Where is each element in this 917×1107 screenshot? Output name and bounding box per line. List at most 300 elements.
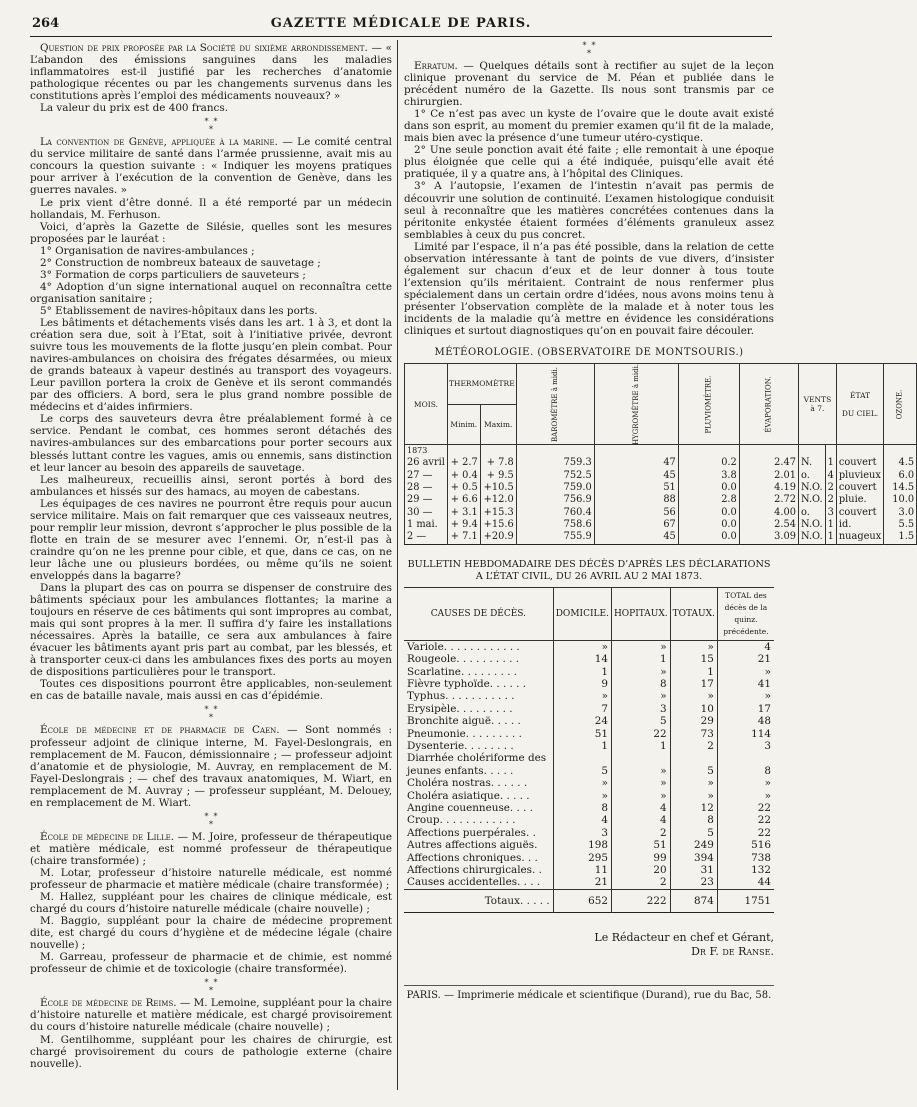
meteo-cell-date: 27 —: [405, 470, 448, 482]
meteo-header-mois: MOIS.: [405, 364, 448, 445]
lille-para: M. Garreau, professeur de pharmacie et de chimie, est nommé professeur de chimie et de toxicologie (chaire transformée).: [30, 951, 392, 976]
meteo-row: [405, 507, 917, 519]
imprint: PARIS. — Imprimerie médicale et scientifique (Durand), rue du Bac, 58.: [404, 985, 774, 1002]
bulletin-cell-hopitaux: 5: [611, 715, 670, 727]
geneve-para: Les équipages de ces navires ne pourront être requis pour aucun service militaire. Mais on fait remarquer que ces vaisseaux neutres, pour remplir leur mission, devront s’approcher le plus possible de la flotte en train de se mesurer avec l’ennemi. Or, n’est-il pas à craindre qu’on ne les prenne pour cible, et que, dans ce cas, on ne leur lâche une ou plusieurs bordées, ou même qu’ils ne soient enveloppés dans la bagarre?: [30, 497, 392, 582]
bulletin-cell-quinz: 48: [717, 715, 774, 727]
erratum-title: Erratum.: [414, 60, 458, 72]
bulletin-row: [404, 690, 774, 702]
bulletin-cell-totaux: 29: [670, 715, 717, 727]
meteo-cell-max: +15.3: [480, 507, 516, 519]
meteo-cell-evap: 2.01: [739, 470, 798, 482]
meteo-cell-vent: N.: [799, 457, 826, 469]
bulletin-cell-domicile: 3: [553, 827, 611, 839]
meteo-header-ozone: [884, 364, 917, 445]
bulletin-cell-hopitaux: 2: [611, 827, 670, 839]
meteo-header-vents-text: VENTS: [803, 395, 832, 405]
meteo-header-evap: [739, 364, 798, 445]
bulletin-cell-quinz: 17: [717, 703, 774, 715]
bulletin-row: [404, 814, 774, 826]
bulletin-row: [404, 802, 774, 814]
meteo-header-ozone-text: OZONE.: [895, 389, 904, 420]
erratum-para: 3° A l’autopsie, l’examen de l’intestin n’avait pas permis de découvrir une solution de continuité. L’examen histologique conduisit seul à reconnaître que les matières concrétées contenues dans la péritonite enkystée étaient formées d’éléments granuleux assez semblables à ceux du pus concret.: [404, 180, 774, 241]
bulletin-cell-cause: Pneumonie. . . . . . . . .: [404, 728, 553, 740]
bulletin-title: [404, 559, 774, 583]
meteo-title: MÉTÉOROLOGIE. (OBSERVATOIRE DE MONTSOURIS.): [434, 347, 744, 359]
bulletin-cell-domicile: »: [553, 777, 611, 789]
bulletin-row: [404, 864, 774, 876]
bulletin-cell-totaux: 5: [670, 827, 717, 839]
bulletin-header-totaux: TOTAUX.: [670, 587, 717, 640]
bulletin-cell-domicile: 21: [553, 876, 611, 889]
bulletin-header-hopitaux: HOPITAUX.: [611, 587, 670, 640]
meteo-cell-etat: nuageux: [836, 531, 883, 544]
bulletin-cell-cause: Croup. . . . . . . . . . . .: [404, 814, 553, 826]
geneve-title: La convention de Genève, appliquée à la marine.: [40, 136, 278, 149]
bulletin-cell-hopitaux: 20: [611, 864, 670, 876]
bulletin-row: [404, 765, 774, 777]
bulletin-cell-quinz: 738: [717, 852, 774, 864]
meteo-row: [405, 519, 917, 531]
erratum-para: Limité par l’espace, il n’a pas été possible, dans la relation de cette observation intéressante à tant de points de vue divers, d’insister également sur chacun d’eux et de leur donner à tous toute l’extension qu’ils méritaient. Contraint de nous renfermer plus spécialement dans un certain ordre d’idées, nous avons moins tenu à présenter l’observation complète de la malade et à noter tous les incidents de la maladie qu’à mettre en évidence les considérations cliniques et surtout diagnostiques qu’on en pouvait faire découler.: [404, 240, 774, 338]
bulletin-cell-quinz: 8: [717, 765, 774, 777]
lille-title: École de médecine de Lille.: [40, 830, 175, 843]
meteo-cell-hygro: 56: [594, 507, 678, 519]
meteo-header-max: Maxim.: [480, 404, 516, 445]
erratum-article: [404, 60, 774, 108]
meteo-cell-pluvio: 0.0: [678, 519, 739, 531]
bulletin-cell-hopitaux: »: [611, 666, 670, 678]
bulletin-cell-quinz: 4: [717, 640, 774, 653]
meteo-cell-min: + 9.4: [447, 519, 480, 531]
meteo-cell-min: + 2.7: [447, 457, 480, 469]
geneve-item: 5° Etablissement de navires-hôpitaux dans les ports.: [40, 304, 318, 317]
separator-stars: * * *: [204, 811, 218, 829]
lille-para: M. Baggio, suppléant pour la chaire de médecine proprement dite, est chargé du cours d’hygiène et de médecine légale (chaire nouvelle) ;: [30, 915, 392, 952]
meteo-cell-baro: 760.4: [516, 507, 594, 519]
meteo-cell-pluvio: 2.8: [678, 494, 739, 506]
bulletin-cell-totaux: »: [670, 640, 717, 653]
meteo-cell-vent: N.O.: [799, 482, 826, 494]
meteo-cell-min: + 7.1: [447, 531, 480, 544]
bulletin-cell-quinz: 516: [717, 839, 774, 851]
meteo-header-baro-text: BAROMÈTRE à midi.: [550, 367, 559, 443]
signature: [404, 931, 774, 959]
meteo-cell-pluvio: 0.0: [678, 531, 739, 544]
meteo-header-pluvio-text: PLUVIOMÈTRE.: [704, 375, 713, 434]
meteo-cell-hygro: 45: [594, 470, 678, 482]
meteo-cell-baro: 752.5: [516, 470, 594, 482]
geneve-para: Le prix vient d’être donné. Il a été remporté par un médecin hollandais, M. Ferhuson.: [30, 196, 392, 221]
bulletin-cell-cause: Variole. . . . . . . . . . . .: [404, 640, 553, 653]
meteo-cell-wind-n: 4: [825, 470, 836, 482]
bulletin-header-total-quinz: TOTAL des décès de la quinz. précédente.: [717, 587, 774, 640]
meteo-cell-max: + 7.8: [480, 457, 516, 469]
bulletin-cell-hopitaux: »: [611, 777, 670, 789]
geneve-article: [30, 136, 392, 196]
geneve-para: Dans la plupart des cas on pourra se dispenser de construire des bâtiments spéciaux pour les ambulances flottantes; la marine a toujours en réserve de ces bâtiments qui sont impropres au combat, mais qui sont propres à la mer. Il suffira d’y faire les installations nécessaires. Après la bataille, ce sera aux ambulances à faire évacuer les bâtiments ayant pris part au combat, par les blessés, et à transporter ceux-ci dans les ambulances fixes des ports au moyen de dispositions particulières pour le transport.: [30, 582, 392, 679]
bulletin-cell-quinz: 41: [717, 678, 774, 690]
meteo-cell-wind-n: 3: [825, 507, 836, 519]
bulletin-cell-cause: Autres affections aiguës.: [404, 839, 553, 851]
bulletin-cell-totaux: 394: [670, 852, 717, 864]
bulletin-cell-cause: Causes accidentelles. . . .: [404, 876, 553, 889]
meteo-cell-max: +15.6: [480, 519, 516, 531]
page-header: [30, 14, 772, 37]
lille-para: M. Hallez, suppléant pour les chaires de clinique médicale, est chargé du cours d’histoire naturelle médicale (chaire nouvelle) ;: [30, 891, 392, 916]
meteo-cell-vent: o.: [799, 470, 826, 482]
lille-article: [30, 831, 392, 867]
bulletin-cell-cause: Scarlatine. . . . . . . . .: [404, 666, 553, 678]
meteo-cell-evap: 2.47: [739, 457, 798, 469]
bulletin-cell-cause: Dysenterie. . . . . . . .: [404, 740, 553, 752]
bulletin-cell-hopitaux: 1: [611, 740, 670, 752]
bulletin-cell-domicile: 7: [553, 703, 611, 715]
meteo-cell-ozone: 10.0: [884, 494, 917, 506]
bulletin-total-totaux: 874: [670, 889, 717, 912]
bulletin-cell-totaux: 73: [670, 728, 717, 740]
bulletin-total-domicile: 652: [553, 889, 611, 912]
meteo-cell-etat: couvert: [836, 482, 883, 494]
bulletin-cell-quinz: »: [717, 790, 774, 802]
bulletin-cell-hopitaux: 4: [611, 814, 670, 826]
bulletin-cell-totaux: 10: [670, 703, 717, 715]
bulletin-cell-domicile: »: [553, 690, 611, 702]
meteo-cell-evap: 2.72: [739, 494, 798, 506]
bulletin-row: [404, 852, 774, 864]
bulletin-body: [404, 640, 774, 889]
bulletin-cell-hopitaux: »: [611, 765, 670, 777]
meteo-row: [405, 494, 917, 506]
geneve-para: Le corps des sauveteurs devra être préalablement formé à ce service. Pendant le combat, ces hommes seront détachés des navires-ambulances sur des embarcations pour porter secours aux blessés luttant contre les vagues, amis ou ennemis, sans distinction et leur lancer au besoin des appareils de sauvetage.: [30, 413, 392, 474]
meteo-cell-evap: 4.19: [739, 482, 798, 494]
bulletin-header-domicile: DOMICILE.: [553, 587, 611, 640]
reims-text: — M. Lemoine, suppléant pour la chaire d’histoire naturelle et matière médicale, est chargé provisoirement du cours d’histoire naturelle médicale (chaire nouvelle) ;: [30, 997, 392, 1034]
meteo-cell-vent: N.O.: [799, 531, 826, 544]
bulletin-cell-cause: Angine couenneuse. . . .: [404, 802, 553, 814]
meteo-header-vents-sub: à 7.: [810, 404, 825, 414]
caen-title: École de médecine et de pharmacie de Caen.: [40, 724, 280, 737]
separator-stars: * * *: [204, 705, 218, 723]
meteo-cell-hygro: 88: [594, 494, 678, 506]
bulletin-cell-totaux: [670, 752, 717, 764]
meteo-cell-hygro: 45: [594, 531, 678, 544]
meteo-cell-date: 28 —: [405, 482, 448, 494]
bulletin-cell-quinz: 3: [717, 740, 774, 752]
geneve-item: 4° Adoption d’un signe international auquel on reconnaîtra cette organisation sanitaire ;: [30, 280, 392, 305]
bulletin-cell-quinz: 22: [717, 814, 774, 826]
bulletin-row: [404, 653, 774, 665]
bulletin-cell-hopitaux: »: [611, 640, 670, 653]
meteo-cell-max: + 9.5: [480, 470, 516, 482]
meteo-cell-min: + 0.5: [447, 482, 480, 494]
bulletin-cell-totaux: 17: [670, 678, 717, 690]
bulletin-cell-domicile: 295: [553, 852, 611, 864]
bulletin-cell-domicile: 8: [553, 802, 611, 814]
meteo-header-evap-text: ÉVAPORATION.: [764, 376, 773, 433]
bulletin-cell-quinz: »: [717, 690, 774, 702]
meteo-row: [405, 531, 917, 544]
bulletin-cell-totaux: 8: [670, 814, 717, 826]
meteo-cell-evap: 3.09: [739, 531, 798, 544]
bulletin-cell-hopitaux: »: [611, 790, 670, 802]
meteo-cell-evap: 2.54: [739, 519, 798, 531]
bulletin-row: [404, 777, 774, 789]
meteo-cell-ozone: 6.0: [884, 470, 917, 482]
caen-text: — Sont nommés : professeur adjoint de clinique interne, M. Fayel-Deslongrais, en remplacement de M. Faucon, démissionnaire ; — professeur adjoint d’anatomie et de physiologie, M. Auvray, en remplacement de M. Fayel-Deslongrais ; — chef des travaux anatomiques, M. Wiart, en remplacement de M. Auvray ; — professeur suppléant, M. Delouey, en remplacement de M. Wiart.: [30, 724, 393, 809]
meteo-header-baro: [516, 364, 594, 445]
bulletin-cell-hopitaux: 2: [611, 876, 670, 889]
bulletin-cell-cause: jeunes enfants. . . . .: [404, 765, 553, 777]
erratum-text: — Quelques détails sont à rectifier au sujet de la leçon clinique provenant du service de M. Péan et publiée dans le précédent numéro de la Gazette. Ils nous sont transmis par ce chirurgien.: [404, 60, 774, 109]
geneve-para: Voici, d’après la Gazette de Silésie, quelles sont les mesures proposées par le lauréat :: [30, 220, 392, 245]
meteo-cell-pluvio: 0.2: [678, 457, 739, 469]
bulletin-total-label: Totaux. . . . .: [404, 889, 553, 912]
bulletin-cell-domicile: 9: [553, 678, 611, 690]
meteo-cell-baro: 755.9: [516, 531, 594, 544]
meteo-cell-ozone: 3.0: [884, 507, 917, 519]
signature-line2: Dr F. de Ranse.: [691, 944, 774, 958]
bulletin-cell-domicile: 14: [553, 653, 611, 665]
bulletin-cell-totaux: 23: [670, 876, 717, 889]
meteo-cell-hygro: 51: [594, 482, 678, 494]
bulletin-cell-totaux: »: [670, 777, 717, 789]
meteo-cell-baro: 759.3: [516, 457, 594, 469]
prix-article: [30, 42, 392, 102]
bulletin-title-line2: A L’ÉTAT CIVIL, DU 26 AVRIL AU 2 MAI 1873.: [475, 570, 703, 582]
bulletin-cell-totaux: »: [670, 690, 717, 702]
column-divider: [397, 40, 398, 1090]
separator-stars: * * *: [204, 978, 218, 996]
bulletin-cell-hopitaux: 4: [611, 802, 670, 814]
bulletin-cell-totaux: 2: [670, 740, 717, 752]
meteo-cell-date: 1 mai.: [405, 519, 448, 531]
meteo-cell-hygro: 47: [594, 457, 678, 469]
meteo-header-vents: [799, 364, 837, 445]
meteo-cell-ozone: 4.5: [884, 457, 917, 469]
meteo-cell-ozone: 14.5: [884, 482, 917, 494]
meteo-cell-evap: 4.00: [739, 507, 798, 519]
meteo-cell-date: 29 —: [405, 494, 448, 506]
bulletin-cell-cause: Affections puerpérales. .: [404, 827, 553, 839]
bulletin-cell-domicile: 11: [553, 864, 611, 876]
meteo-cell-etat: pluvieux: [836, 470, 883, 482]
geneve-item: 2° Construction de nombreux bateaux de sauvetage ;: [40, 256, 321, 269]
bulletin-cell-quinz: 114: [717, 728, 774, 740]
meteo-cell-pluvio: 0.0: [678, 482, 739, 494]
bulletin-cell-cause: Rougeole. . . . . . . . . .: [404, 653, 553, 665]
signature-line1: Le Rédacteur en chef et Gérant,: [594, 930, 774, 944]
meteo-cell-vent: N.O.: [799, 494, 826, 506]
meteo-cell-max: +12.0: [480, 494, 516, 506]
bulletin-cell-quinz: »: [717, 777, 774, 789]
meteo-cell-max: +20.9: [480, 531, 516, 544]
meteo-header-hygro-text: HYGROMÈTRE à midi.: [631, 364, 640, 446]
page-number: 264: [32, 16, 60, 31]
bulletin-row: [404, 790, 774, 802]
geneve-para: Toutes ces dispositions pourront être applicables, non-seulement en cas de bataille navale, mais aussi en cas d’épidémie.: [30, 678, 392, 703]
bulletin-cell-domicile: 198: [553, 839, 611, 851]
meteo-cell-vent: N.O.: [799, 519, 826, 531]
bulletin-cell-domicile: 24: [553, 715, 611, 727]
bulletin-cell-quinz: [717, 752, 774, 764]
bulletin-cell-hopitaux: 51: [611, 839, 670, 851]
bulletin-total-hopitaux: 222: [611, 889, 670, 912]
bulletin-cell-cause: Typhus. . . . . . . . . . .: [404, 690, 553, 702]
bulletin-cell-domicile: »: [553, 640, 611, 653]
meteo-header-etat-sub: DU CIEL.: [841, 408, 879, 418]
bulletin-row: [404, 666, 774, 678]
bulletin-row: [404, 876, 774, 889]
meteo-row: [405, 482, 917, 494]
caen-article: [30, 724, 392, 808]
meteo-cell-min: + 0.4: [447, 470, 480, 482]
bulletin-cell-quinz: 21: [717, 653, 774, 665]
bulletin-cell-cause: Choléra asiatique. . . . .: [404, 790, 553, 802]
erratum-para: 1° Ce n’est pas avec un kyste de l’ovaire que le doute avait existé dans son esprit, au moment du premier examen qu’il fit de la malade, mais bien avec la présence d’une tumeur utéro-cystique.: [404, 108, 774, 145]
meteo-cell-ozone: 5.5: [884, 519, 917, 531]
meteo-cell-baro: 759.0: [516, 482, 594, 494]
bulletin-cell-hopitaux: »: [611, 690, 670, 702]
geneve-text: — Le comité central du service militaire de santé dans l’armée prussienne, avait mis au concours la question suivante : « Indiquer les moyens pratiques pour arriver à l’exécution de la convention de Genève, dans les guerres navales. »: [30, 136, 392, 197]
meteo-header-min: Minim.: [447, 404, 480, 445]
bulletin-header-causes: CAUSES DE DÉCÈS.: [404, 587, 553, 640]
meteo-cell-pluvio: 0.0: [678, 507, 739, 519]
bulletin-cell-cause: Bronchite aiguë. . . . .: [404, 715, 553, 727]
meteo-cell-max: +10.5: [480, 482, 516, 494]
meteo-header-etat-text: ÉTAT: [850, 390, 871, 400]
meteo-cell-etat: pluie.: [836, 494, 883, 506]
bulletin-total-quinz: 1751: [717, 889, 774, 912]
meteo-cell-etat: id.: [836, 519, 883, 531]
bulletin-row: [404, 640, 774, 653]
bulletin-row: [404, 752, 774, 764]
bulletin-cell-totaux: 5: [670, 765, 717, 777]
bulletin-cell-domicile: 1: [553, 666, 611, 678]
bulletin-row: [404, 839, 774, 851]
meteo-cell-baro: 758.6: [516, 519, 594, 531]
lille-para: M. Lotar, professeur d’histoire naturelle médicale, est nommé professeur de pharmacie et matière médicale (chaire transformée) ;: [30, 866, 392, 891]
bulletin-cell-totaux: 12: [670, 802, 717, 814]
bulletin-total-row: [404, 889, 774, 912]
bulletin-cell-domicile: 4: [553, 814, 611, 826]
bulletin-row: [404, 740, 774, 752]
meteo-body: [405, 445, 917, 544]
prix-text: — « L’abandon des émissions sanguines dans les maladies inflammatoires est-il justifié par les recherches d’anatomie pathologique récentes ou par les changements survenus dans les constitutions après l’emploi des médicaments nouveaux? »: [30, 42, 392, 103]
bulletin-cell-totaux: 15: [670, 653, 717, 665]
bulletin-cell-domicile: »: [553, 790, 611, 802]
bulletin-cell-hopitaux: 99: [611, 852, 670, 864]
prix-title: Question de prix proposée par la Société du sixième arrondissement.: [40, 42, 368, 54]
bulletin-cell-quinz: 132: [717, 864, 774, 876]
meteo-cell-wind-n: 1: [825, 457, 836, 469]
bulletin-cell-quinz: »: [717, 666, 774, 678]
separator-stars: * * *: [204, 117, 218, 135]
meteo-cell-etat: couvert: [836, 457, 883, 469]
separator-stars: * * *: [582, 41, 596, 58]
meteo-cell-date: 30 —: [405, 507, 448, 519]
bulletin-row: [404, 827, 774, 839]
bulletin-cell-domicile: 51: [553, 728, 611, 740]
meteo-table: [404, 363, 917, 544]
meteo-year: 1873: [405, 445, 448, 458]
bulletin-table: [404, 587, 774, 913]
meteo-cell-baro: 756.9: [516, 494, 594, 506]
bulletin-row: [404, 728, 774, 740]
bulletin-cell-cause: Affections chirurgicales. .: [404, 864, 553, 876]
meteo-cell-wind-n: 2: [825, 482, 836, 494]
bulletin-cell-hopitaux: [611, 752, 670, 764]
erratum-para: 2° Une seule ponction avait été faite ; elle remontait à une époque plus éloignée que celle qui a été indiquée, puisqu’elle avait été pratiquée, il y a quatre ans, à l’hôpital des Cliniques.: [404, 144, 774, 181]
bulletin-cell-domicile: 1: [553, 740, 611, 752]
meteo-header-etat: [836, 364, 883, 445]
meteo-row: [405, 470, 917, 482]
bulletin-row: [404, 678, 774, 690]
prix-value: La valeur du prix est de 400 francs.: [40, 102, 229, 115]
bulletin-cell-totaux: »: [670, 790, 717, 802]
bulletin-cell-quinz: 22: [717, 802, 774, 814]
meteo-cell-etat: couvert: [836, 507, 883, 519]
meteo-year-row: [405, 445, 917, 458]
right-column: [404, 41, 915, 1097]
meteo-cell-hygro: 67: [594, 519, 678, 531]
bulletin-cell-hopitaux: 8: [611, 678, 670, 690]
meteo-header-hygro: [594, 364, 678, 445]
meteo-header-thermo: THERMOMÈTRE: [447, 364, 516, 405]
meteo-cell-min: + 3.1: [447, 507, 480, 519]
reims-para: M. Gentilhomme, suppléant pour les chaires de chirurgie, est chargé provisoirement du cours de pathologie externe (chaire nouvelle).: [30, 1033, 392, 1070]
meteo-cell-ozone: 1.5: [884, 531, 917, 544]
bulletin-row: [404, 703, 774, 715]
bulletin-cell-domicile: 5: [553, 765, 611, 777]
meteo-cell-pluvio: 3.8: [678, 470, 739, 482]
meteo-cell-min: + 6.6: [447, 494, 480, 506]
meteo-cell-date: 2 —: [405, 531, 448, 544]
geneve-para: Les malheureux, recueillis ainsi, seront portés à bord des ambulances et hissés sur des hamacs, au moyen de cabestans.: [30, 473, 392, 498]
bulletin-cell-totaux: 1: [670, 666, 717, 678]
bulletin-cell-hopitaux: 22: [611, 728, 670, 740]
geneve-para: Les bâtiments et détachements visés dans les art. 1 à 3, et dont la création sera due, soit à l’Etat, soit à l’initiative privée, devront suivre tous les mouvements de la flotte jusqu’en plein combat. Pour navires-ambulances on choisira des frégates désarmées, ou mieux de grands bateaux à vapeur destinés au transport des voyageurs. Leur pavillon portera la croix de Genève et ils seront commandés par des officiers. A bord, sera le plus grand nombre possible de médecins et d’aides infirmiers.: [30, 316, 392, 414]
journal-title: GAZETTE MÉDICALE DE PARIS.: [270, 16, 532, 31]
meteo-row: [405, 457, 917, 469]
meteo-cell-vent: o.: [799, 507, 826, 519]
bulletin-cell-cause: Affections chroniques. . .: [404, 852, 553, 864]
meteo-header-pluvio: [678, 364, 739, 445]
geneve-item: 3° Formation de corps particuliers de sauveteurs ;: [40, 268, 306, 281]
bulletin-cell-cause: Erysipèle. . . . . . . . .: [404, 703, 553, 715]
meteo-cell-date: 26 avril: [405, 457, 448, 469]
meteo-cell-wind-n: 2: [825, 494, 836, 506]
geneve-item: 1° Organisation de navires-ambulances ;: [40, 244, 255, 257]
bulletin-title-line1: BULLETIN HEBDOMADAIRE DES DÉCÈS D’APRÈS LES DÉCLARATIONS: [407, 558, 771, 570]
left-column: [30, 42, 392, 1097]
bulletin-cell-cause: Diarrhée cholériforme des: [404, 752, 553, 764]
bulletin-cell-cause: Choléra nostras. . . . . .: [404, 777, 553, 789]
bulletin-cell-domicile: [553, 752, 611, 764]
meteo-cell-wind-n: 1: [825, 531, 836, 544]
bulletin-cell-cause: Fièvre typhoïde. . . . . .: [404, 678, 553, 690]
reims-title: École de médecine de Reims.: [40, 997, 177, 1010]
bulletin-cell-totaux: 31: [670, 864, 717, 876]
bulletin-cell-quinz: 44: [717, 876, 774, 889]
bulletin-row: [404, 715, 774, 727]
meteo-cell-wind-n: 1: [825, 519, 836, 531]
bulletin-cell-hopitaux: 3: [611, 703, 670, 715]
bulletin-cell-hopitaux: 1: [611, 653, 670, 665]
lille-text: — M. Joire, professeur de thérapeutique et matière médicale, est nommé professeur de thérapeutique (chaire transformée) ;: [30, 830, 392, 867]
reims-article: [30, 997, 392, 1033]
bulletin-cell-totaux: 249: [670, 839, 717, 851]
